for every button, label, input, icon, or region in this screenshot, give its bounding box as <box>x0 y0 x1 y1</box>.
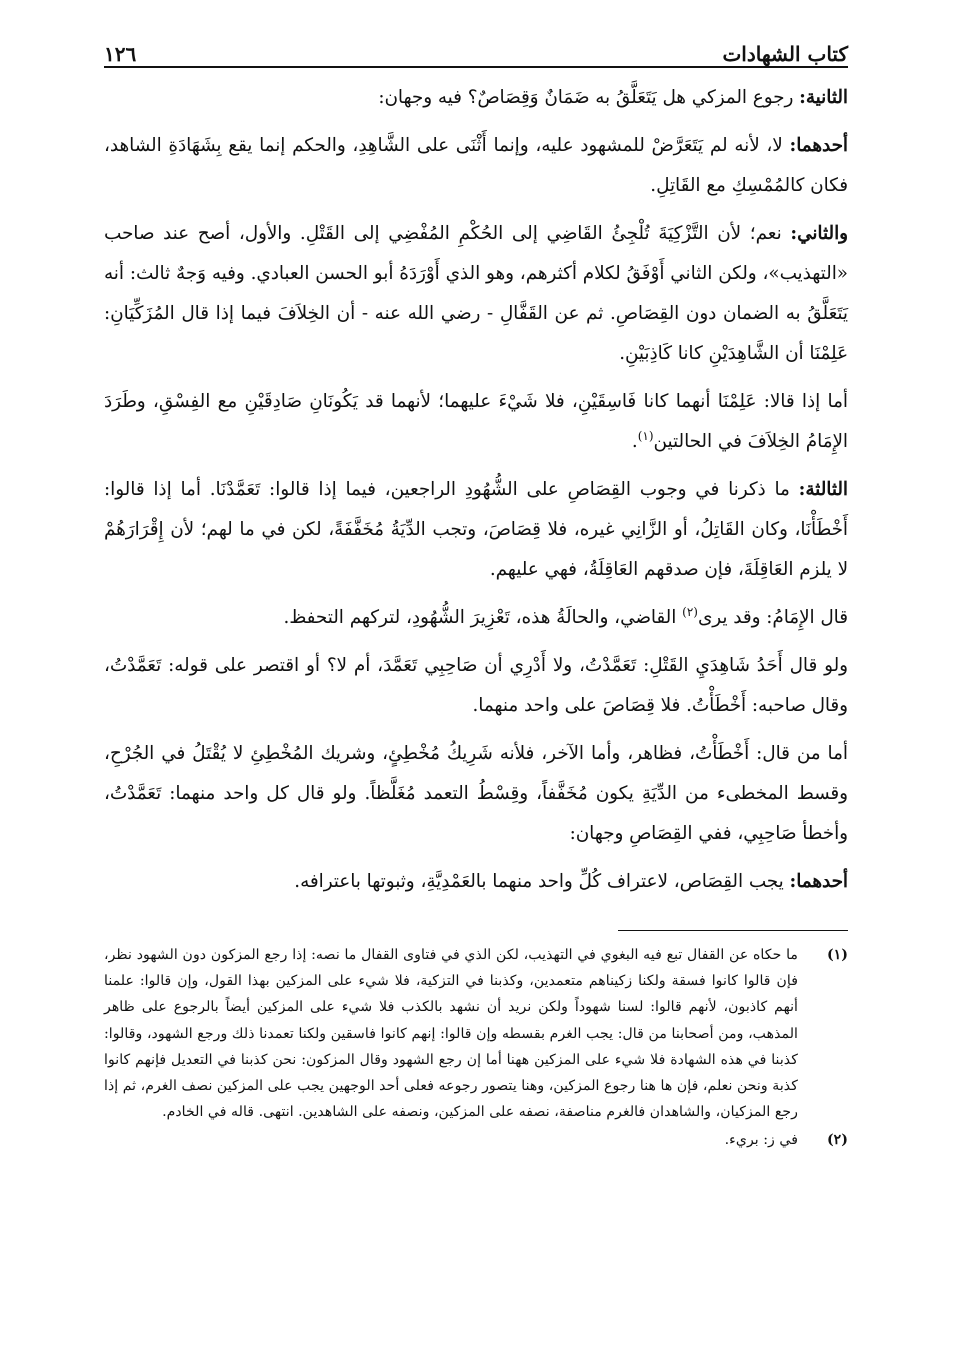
paragraph-text: أما من قال: أَخْطَأْتُ، فظاهر، وأما الآخر، فلأنه شَرِيكُ مُخْطِئٍ، وشريك المُخْطِئِ لا يُقْتَلُ في الجُرْحِ، وقسط المخطىء من الدِّيَةِ يكون مُخَفَّفاً، وقِسْطُ التعمد مُغَلَّظاً. ولو قال كل واحد منهما: تَعَمَّدْتُ، وأخطأ صَاحِبِي، ففي القِصَاصِ وجهان: <box>104 743 848 844</box>
paragraph <box>104 646 848 726</box>
book-title: كتاب الشهادات <box>722 42 848 66</box>
footnote-ref[interactable]: (١) <box>637 428 654 443</box>
paragraph <box>104 862 848 902</box>
header-divider <box>104 66 848 68</box>
footnote-divider <box>618 930 848 931</box>
paragraph-text: رجوع المزكي هل يَتَعَلَّقُ به ضَمَانٌ وَقِصَاصٌ؟ فيه وجهان: <box>378 87 800 108</box>
paragraph-text: أما إذا قالا: عَلِمْنَا أنهما كانا فَاسِقَيْنِ، فلا شَيْءَ عليهما؛ لأنهما قد يَكُونَانِ صَادِقَيْنِ مع الفِسْقِ، وطَرَدَ الإِمَامُ الخِلاَفَ في الحالتين <box>104 391 848 452</box>
footnote-number: (٢) <box>826 1132 848 1149</box>
main-text <box>104 78 848 910</box>
footnote-text: ما حكاه عن القفال تبع فيه البغوي في التهذيب، لكن الذي في فتاوى القفال ما نصه: إذا رجع المزكون دون الشهود نظر، فإن قالوا كانوا فسقة ولكنا زكيناهم متعمدين، وكذبنا في التزكية، فلا شيء على المزكين بهذا القول، وإن قالوا: علمنا أنهم كاذبون، لأنهم قالوا: لسنا شهوداً ولكن نريد أن نشهد بالكذب فلا شيء على المزكين أيضاً بالرجوع على ظاهر المذهب، ومن أصحابنا من قال: يجب الغرم بقسطه وإن قالوا: إنهم كانوا فاسقين ولكنا تعمدنا ذلك ورجع الشهود، وقالوا: كذبنا في هذه الشهادة فلا شيء على المزكين ههنا أما إن رجع الشهود وقال المزكون: نحن كذبنا في التعديل فإنهم كانوا كذبة ونحن نعلم، فإن ها هنا رجوع المزكين، وهنا يتصور رجوعه فعلى أحد الوجهين يجب على المزكين نصف الغرم، ثم إذا رجع المزكيان، والشاهدان فالغرم مناصفة، نصفه على المزكين، ونصفه على الشاهدين. انتهى. قاله في الخادم. <box>104 947 798 1121</box>
footnote <box>104 1127 848 1153</box>
footnote-number: (١) <box>826 947 848 963</box>
page-number: ١٢٦ <box>104 42 137 66</box>
paragraph <box>104 470 848 590</box>
paragraph <box>104 734 848 854</box>
paragraph-tail: . <box>631 431 638 452</box>
footnotes <box>104 942 848 1156</box>
paragraph-lead: الثالثة: <box>798 479 848 500</box>
paragraph-text: قال الإِمَامُ: وقد يرى <box>697 607 848 628</box>
paragraph-text: ما ذكرنا في وجوب القِصَاصِ على الشُّهُودِ الراجعين، فيما إذا قالوا: تَعَمَّدْنَا. أما إذا قالوا: أَخْطَأْنَا، وكان القَاتِلُ، أو الزَّانِي غيره، فلا قِصَاصَ، وتجب الدِّيَةُ مُخَفَّفَةً، لكن في ما لهم؛ لأن إِقْرَارَهُمْ لا يلزم العَاقِلَةَ، فإن صدقهم العَاقِلَةُ، فهي عليهم. <box>104 479 848 580</box>
paragraph-text: ولو قال أَحَدُ شَاهِدَيِ القَتْلِ: تَعَمَّدْتُ، ولا أَدْرِي أن صَاحِبِي تَعَمَّدَ، أم لا؟ أو اقتصر على قوله: تَعَمَّدْتُ، وقال صاحبه: أَخْطَأْتُ. فلا قِصَاصَ على واحد منهما. <box>104 655 848 716</box>
paragraph-tail: القاضي، والحالَةُ هذه، تَعْزِيرَ الشُّهُودِ، لتركهم التحفظ. <box>283 607 683 628</box>
page-header <box>104 28 848 64</box>
paragraph-lead: والثاني: <box>790 223 848 244</box>
paragraph <box>104 78 848 118</box>
paragraph <box>104 126 848 206</box>
footnote-text: في ز: بريء. <box>724 1132 798 1149</box>
paragraph-lead: أحدهما: <box>789 871 848 892</box>
paragraph-text: نعم؛ لأن التَّزْكِيَةَ تُلْجِئُ القَاضِي إلى الحُكْمِ المُفْضِي إلى القَتْلِ. والأول، أصح عند صاحب «التهذيب»، ولكن الثاني أَوْفَقُ لكلام أكثرهم، وهو الذي أَوْرَدَهُ أبو الحسن العبادي. وفيه وَجهٌ ثالث: أنه يَتَعَلَّقُ به الضمان دون القِصَاصِ. ثم عن القَفَّالِ - رضي الله عنه - أن الخِلاَفَ فيما إذا قال المُزَكِّيَانِ: عَلِمْنَا أن الشَّاهِدَيْنِ كانا كَاذِبَيْنِ. <box>104 223 848 364</box>
paragraph <box>104 598 848 638</box>
paragraph <box>104 382 848 462</box>
paragraph-lead: أحدهما: <box>789 135 848 156</box>
paragraph <box>104 214 848 374</box>
footnote <box>104 942 848 1125</box>
paragraph-lead: الثانية: <box>799 87 848 108</box>
paragraph-text: يجب القِصَاص، لاعتراف كُلِّ واحد منهما بالعَمْدِيَّةِ، وثبوتها باعترافه. <box>294 871 790 892</box>
paragraph-text: لا، لأنه لم يَتَعَرَّضْ للمشهود عليه، وإنما أَثْنَى على الشَّاهِدِ، والحكم إنما يقع بِشَهَادَةِ الشاهد، فكان كالمُمْسِكِ مع القَاتِلِ. <box>104 135 848 196</box>
footnote-ref[interactable]: (٢) <box>682 604 698 619</box>
